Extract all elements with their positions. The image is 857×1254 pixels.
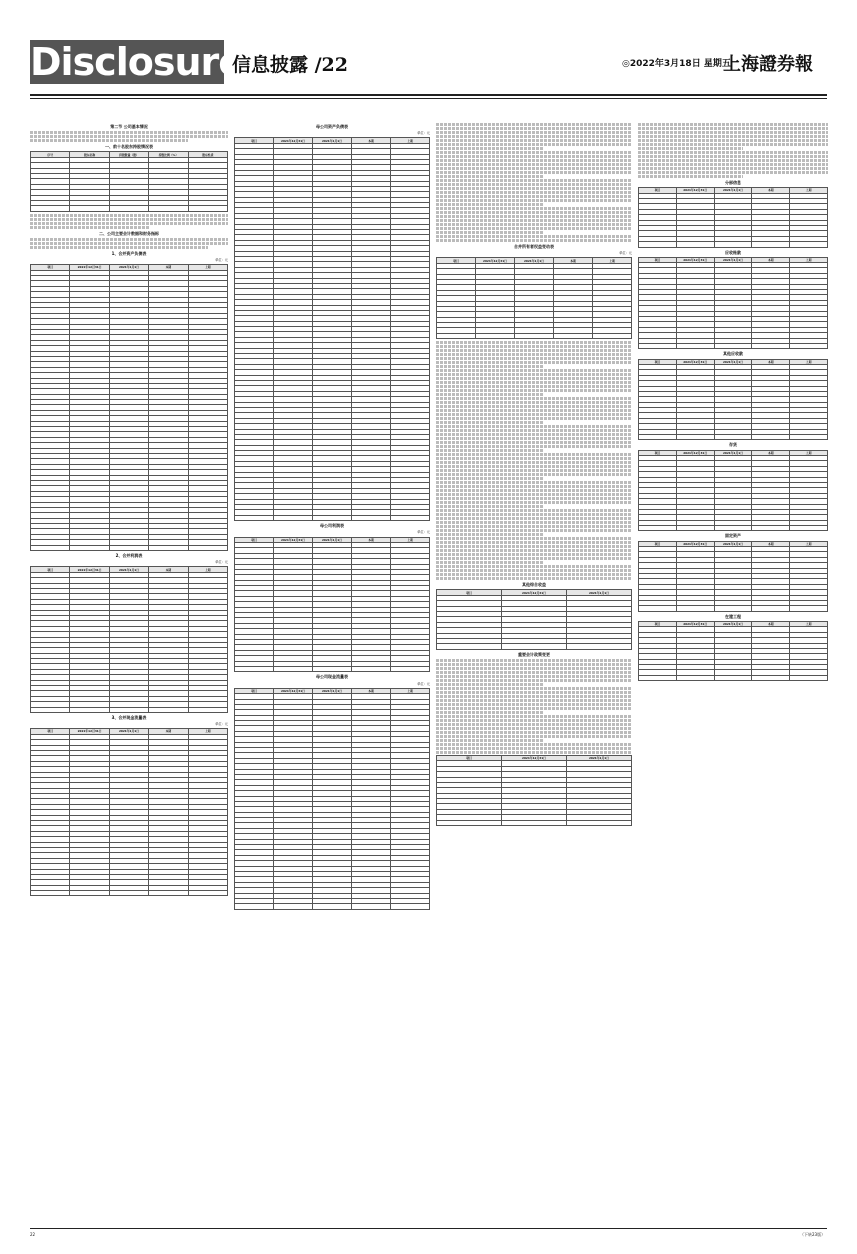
section-heading: 母公司利润表 — [320, 523, 344, 529]
text-line — [436, 537, 632, 540]
text-line — [436, 743, 632, 746]
table-header: 上期 — [790, 541, 828, 546]
unit-label: 单位：元 — [215, 258, 228, 263]
table-header: 2021年1月1日 — [714, 188, 752, 193]
table-header: 本期 — [752, 359, 790, 364]
table-header: 本期 — [554, 258, 593, 263]
unit-label: 单位：元 — [417, 681, 430, 686]
section-heading: 固定资产 — [725, 533, 741, 539]
text-line — [436, 675, 632, 678]
text-line — [436, 671, 632, 674]
text-line — [638, 175, 743, 178]
table-header: 项目 — [639, 188, 677, 193]
text-line — [436, 525, 632, 528]
text-line — [638, 159, 828, 162]
table-row — [235, 904, 430, 909]
parent-cash-flow-table — [234, 688, 430, 910]
table-header: 2021年12月31日 — [476, 258, 515, 263]
text-line — [436, 703, 632, 706]
text-line — [436, 509, 632, 512]
section-heading: 母公司现金流量表 — [316, 674, 348, 680]
text-block — [436, 341, 632, 580]
table-header: 项目 — [31, 729, 70, 734]
text-line — [436, 541, 632, 544]
text-line — [436, 687, 632, 690]
table-header: 2021年12月31日 — [502, 755, 567, 760]
text-line — [436, 147, 544, 150]
text-line — [436, 723, 632, 726]
text-line — [30, 139, 188, 142]
text-line — [436, 533, 544, 536]
oci-table — [436, 589, 632, 649]
table-header: 上期 — [391, 537, 430, 542]
text-line — [436, 521, 632, 524]
column-2 — [234, 122, 430, 1222]
section-heading: 一、前十名股东持股情况表 — [105, 144, 153, 150]
header-rule — [30, 94, 827, 96]
table-row — [639, 242, 828, 247]
text-line — [436, 203, 544, 206]
table-header: 2021年12月31日 — [502, 590, 567, 595]
section-title: 信息披露 /22 — [232, 54, 348, 76]
table-row — [235, 666, 430, 671]
text-line — [436, 425, 632, 428]
section-heading: 重要会计政策变更 — [518, 651, 550, 657]
text-line — [436, 469, 632, 472]
text-line — [436, 545, 632, 548]
unit-label: 单位：元 — [619, 251, 632, 256]
text-line — [436, 727, 632, 730]
table-header: 2021年1月1日 — [714, 450, 752, 455]
table-row — [437, 820, 632, 825]
balance-sheet-table — [30, 264, 228, 551]
table-row — [639, 526, 828, 531]
column-4 — [638, 122, 828, 1222]
table-header: 2021年1月1日 — [313, 537, 352, 542]
text-line — [436, 561, 544, 564]
table-header: 2021年1月1日 — [567, 590, 632, 595]
text-line — [436, 187, 632, 190]
text-line — [436, 453, 632, 456]
table-header: 2021年12月31日 — [676, 621, 714, 626]
text-line — [436, 155, 632, 158]
section-heading: 存货 — [729, 442, 737, 448]
text-line — [436, 127, 632, 130]
table-header: 股东性质 — [188, 152, 227, 157]
table-header: 2021年12月31日 — [70, 729, 109, 734]
text-block — [436, 123, 632, 242]
text-line — [436, 191, 632, 194]
unit-label: 单位：元 — [417, 530, 430, 535]
text-line — [436, 445, 632, 448]
table-row — [639, 675, 828, 680]
table-header: 本期 — [352, 537, 391, 542]
table-header: 上期 — [790, 621, 828, 626]
table-header: 2021年1月1日 — [567, 755, 632, 760]
text-line — [638, 131, 828, 134]
table-header: 项目 — [639, 541, 677, 546]
text-line — [436, 715, 632, 718]
text-line — [436, 485, 632, 488]
parent-balance-sheet-table — [234, 137, 430, 521]
table-header: 2021年1月1日 — [313, 688, 352, 693]
text-line — [436, 393, 544, 396]
table-header: 本期 — [752, 450, 790, 455]
section-heading: 其他应收款 — [723, 351, 743, 357]
table-header: 项目 — [639, 450, 677, 455]
cash-flow-table — [30, 728, 228, 896]
table-header: 项目 — [639, 621, 677, 626]
section-heading: 3、合并现金流量表 — [111, 714, 147, 720]
table-header: 上期 — [391, 688, 430, 693]
text-line — [436, 167, 632, 170]
table-row — [31, 891, 228, 896]
table-header: 本期 — [752, 621, 790, 626]
text-line — [436, 135, 632, 138]
text-line — [436, 223, 632, 226]
table-header: 2021年1月1日 — [714, 541, 752, 546]
text-line — [436, 517, 632, 520]
text-line — [436, 663, 632, 666]
text-line — [436, 417, 632, 420]
text-line — [436, 735, 632, 738]
table-header: 项目 — [235, 688, 274, 693]
table-header: 2021年12月31日 — [676, 188, 714, 193]
disclosure-logo: Disclosure — [30, 40, 244, 84]
text-line — [436, 211, 632, 214]
text-line — [436, 679, 632, 682]
table-header: 项目 — [31, 265, 70, 270]
text-line — [436, 163, 632, 166]
table-header: 2021年12月31日 — [676, 450, 714, 455]
text-line — [30, 214, 228, 217]
table-header: 上期 — [188, 567, 227, 572]
table-header: 2021年1月1日 — [109, 729, 148, 734]
text-line — [436, 159, 632, 162]
table-header: 2021年12月31日 — [274, 537, 313, 542]
table-row — [31, 206, 228, 211]
parent-income-table — [234, 537, 430, 673]
table-header: 2021年12月31日 — [676, 541, 714, 546]
text-line — [436, 235, 632, 238]
text-line — [638, 171, 828, 174]
text-line — [436, 569, 632, 572]
text-line — [436, 385, 632, 388]
table-header: 项目 — [31, 567, 70, 572]
text-line — [30, 131, 228, 134]
text-line — [436, 369, 632, 372]
income-statement-table — [30, 566, 228, 713]
text-block — [638, 123, 828, 178]
text-line — [436, 461, 632, 464]
inventory-table — [638, 450, 828, 532]
text-line — [436, 349, 632, 352]
text-line — [436, 667, 632, 670]
text-line — [436, 373, 632, 376]
table-row — [31, 707, 228, 712]
table-header: 上期 — [790, 359, 828, 364]
table-header: 2021年12月31日 — [274, 138, 313, 143]
other-receivables-table — [638, 359, 828, 441]
section-heading: 第二节 公司基本情况 — [110, 124, 148, 129]
newspaper-brand: 上海證券報 — [723, 54, 813, 75]
table-header: 持股数量（股） — [109, 152, 148, 157]
text-line — [436, 707, 632, 710]
text-line — [436, 183, 632, 186]
text-line — [436, 151, 632, 154]
text-line — [436, 473, 632, 476]
table-row — [31, 545, 228, 550]
table-header: 上期 — [188, 729, 227, 734]
text-line — [436, 199, 632, 202]
text-line — [436, 557, 632, 560]
text-line — [436, 345, 632, 348]
text-line — [436, 719, 632, 722]
text-line — [436, 711, 544, 714]
receivables-table — [638, 257, 828, 350]
table-header: 上期 — [790, 257, 828, 262]
table-header: 序号 — [31, 152, 70, 157]
table-header: 2021年1月1日 — [714, 359, 752, 364]
text-line — [436, 365, 544, 368]
text-line — [436, 397, 632, 400]
text-line — [436, 441, 632, 444]
text-line — [638, 123, 828, 126]
text-line — [436, 131, 632, 134]
text-line — [638, 155, 828, 158]
text-line — [436, 731, 632, 734]
text-line — [436, 175, 544, 178]
issue-date: ◎2022年3月18日 星期五 — [622, 59, 731, 69]
table-header: 上期 — [790, 450, 828, 455]
column-3 — [436, 122, 632, 1222]
text-line — [30, 226, 149, 229]
text-line — [436, 123, 632, 126]
text-line — [436, 513, 632, 516]
table-row — [639, 435, 828, 440]
fixed-assets-table — [638, 541, 828, 612]
table-header: 上期 — [593, 258, 632, 263]
table-header: 本期 — [752, 188, 790, 193]
text-line — [436, 195, 632, 198]
text-line — [436, 683, 544, 686]
table-row — [639, 606, 828, 611]
table-header: 2021年1月1日 — [714, 257, 752, 262]
text-line — [436, 401, 632, 404]
table-header: 项目 — [235, 537, 274, 542]
text-line — [436, 477, 544, 480]
table-header: 持股比例（%） — [149, 152, 188, 157]
text-line — [30, 242, 228, 245]
text-line — [638, 127, 828, 130]
text-block — [436, 659, 632, 754]
text-line — [436, 143, 632, 146]
text-line — [436, 353, 632, 356]
header-rule-thin — [30, 98, 827, 99]
table-header: 项目 — [437, 590, 502, 595]
unit-label: 单位：元 — [417, 131, 430, 136]
text-line — [436, 227, 632, 230]
section-heading: 分部信息 — [725, 180, 741, 185]
text-line — [638, 147, 743, 150]
table-header: 2021年1月1日 — [313, 138, 352, 143]
text-line — [436, 171, 632, 174]
table-header: 2021年12月31日 — [274, 688, 313, 693]
column-1 — [30, 122, 228, 1222]
text-line — [638, 163, 828, 166]
section-heading: 2、合并利润表 — [115, 553, 143, 559]
table-header: 2021年1月1日 — [515, 258, 554, 263]
table-header: 2021年12月31日 — [70, 567, 109, 572]
table-header: 项目 — [235, 138, 274, 143]
text-line — [436, 405, 632, 408]
text-line — [436, 357, 632, 360]
table-header: 本期 — [752, 257, 790, 262]
table-header: 2021年1月1日 — [109, 265, 148, 270]
text-line — [436, 215, 632, 218]
section-heading: 应收账款 — [725, 249, 741, 255]
text-line — [638, 139, 828, 142]
text-line — [436, 695, 632, 698]
text-line — [436, 553, 632, 556]
text-line — [436, 481, 632, 484]
text-line — [436, 489, 632, 492]
table-header: 股东名称 — [70, 152, 109, 157]
text-line — [436, 493, 632, 496]
table-row — [437, 333, 632, 338]
text-line — [436, 565, 632, 568]
unit-label: 单位：元 — [215, 722, 228, 727]
text-line — [436, 659, 632, 662]
table-header: 本期 — [149, 729, 188, 734]
table-header: 2021年1月1日 — [109, 567, 148, 572]
text-line — [436, 207, 632, 210]
text-line — [638, 143, 828, 146]
text-line — [30, 238, 228, 241]
text-line — [436, 497, 632, 500]
text-line — [638, 151, 828, 154]
footer-rule — [30, 1228, 827, 1229]
table-header: 项目 — [437, 258, 476, 263]
text-line — [436, 465, 632, 468]
text-line — [30, 135, 228, 138]
text-line — [436, 381, 632, 384]
construction-table — [638, 621, 828, 681]
table-header: 项目 — [639, 257, 677, 262]
table-header: 本期 — [752, 541, 790, 546]
text-line — [436, 341, 632, 344]
text-line — [436, 433, 632, 436]
text-line — [436, 179, 632, 182]
table-header: 上期 — [790, 188, 828, 193]
text-line — [436, 549, 632, 552]
text-line — [436, 457, 632, 460]
text-line — [436, 377, 632, 380]
text-line — [436, 577, 632, 580]
text-line — [436, 219, 632, 222]
section-heading: 在建工程 — [725, 613, 741, 619]
text-line — [436, 529, 632, 532]
continued-note: （下转23版） — [800, 1232, 826, 1237]
policy-change-table — [436, 755, 632, 826]
segment-table — [638, 187, 828, 247]
text-line — [638, 135, 828, 138]
table-header: 项目 — [437, 755, 502, 760]
text-line — [436, 409, 632, 412]
table-header: 本期 — [352, 688, 391, 693]
text-line — [638, 167, 828, 170]
table-header: 本期 — [149, 567, 188, 572]
table-header: 2021年12月31日 — [70, 265, 109, 270]
table-header: 2021年12月31日 — [676, 359, 714, 364]
text-line — [436, 573, 632, 576]
table-row — [235, 515, 430, 520]
text-line — [436, 361, 632, 364]
shareholder-table — [30, 151, 228, 211]
equity-change-table — [436, 257, 632, 339]
page-number: 22 — [30, 1232, 36, 1237]
table-row — [437, 644, 632, 649]
text-line — [436, 699, 632, 702]
text-line — [30, 246, 208, 249]
section-heading: 1、合并资产负债表 — [111, 250, 147, 256]
table-row — [639, 343, 828, 348]
section-heading: 二、公司主要会计数据和财务指标 — [99, 230, 159, 236]
text-line — [436, 449, 544, 452]
text-line — [436, 389, 632, 392]
unit-label: 单位：元 — [215, 560, 228, 565]
text-line — [436, 239, 632, 242]
text-line — [30, 222, 228, 225]
section-heading: 母公司资产负债表 — [316, 124, 348, 129]
table-header: 本期 — [149, 265, 188, 270]
text-line — [436, 505, 544, 508]
text-line — [436, 437, 632, 440]
masthead — [0, 0, 857, 112]
table-header: 上期 — [188, 265, 227, 270]
text-line — [436, 501, 632, 504]
table-header: 2021年12月31日 — [676, 257, 714, 262]
table-header: 2021年1月1日 — [714, 621, 752, 626]
text-line — [436, 421, 544, 424]
text-line — [436, 691, 632, 694]
table-header: 上期 — [391, 138, 430, 143]
text-line — [436, 429, 632, 432]
section-heading: 合并所有者权益变动表 — [514, 244, 554, 249]
table-header: 本期 — [352, 138, 391, 143]
text-line — [436, 231, 544, 234]
text-line — [436, 739, 544, 742]
section-heading: 其他综合收益 — [522, 582, 546, 588]
text-line — [436, 751, 632, 754]
text-line — [436, 413, 632, 416]
text-line — [30, 218, 228, 221]
text-line — [436, 139, 632, 142]
table-header: 项目 — [639, 359, 677, 364]
text-line — [436, 747, 632, 750]
